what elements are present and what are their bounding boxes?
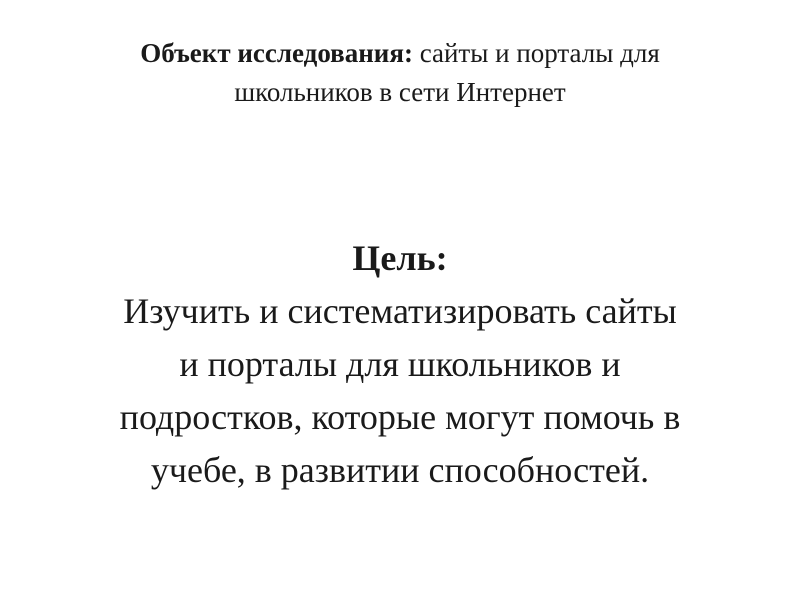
- goal-line-4: учебе, в развитии способностей.: [150, 450, 650, 490]
- research-object-text-1: сайты и порталы для: [419, 38, 660, 68]
- goal-line-2: и порталы для школьников и: [179, 344, 621, 384]
- research-object-line-1: [30, 34, 770, 73]
- goal-block: [30, 232, 770, 497]
- goal-title: Цель:: [352, 238, 448, 278]
- research-object-text-2: школьников в сети Интернет: [234, 77, 566, 107]
- goal-line-3: подростков, которые могут помочь в: [119, 397, 681, 437]
- goal-line-1: Изучить и систематизировать сайты: [123, 291, 677, 331]
- research-object-label: Объект исследования:: [140, 38, 413, 68]
- research-object-block: [30, 34, 770, 112]
